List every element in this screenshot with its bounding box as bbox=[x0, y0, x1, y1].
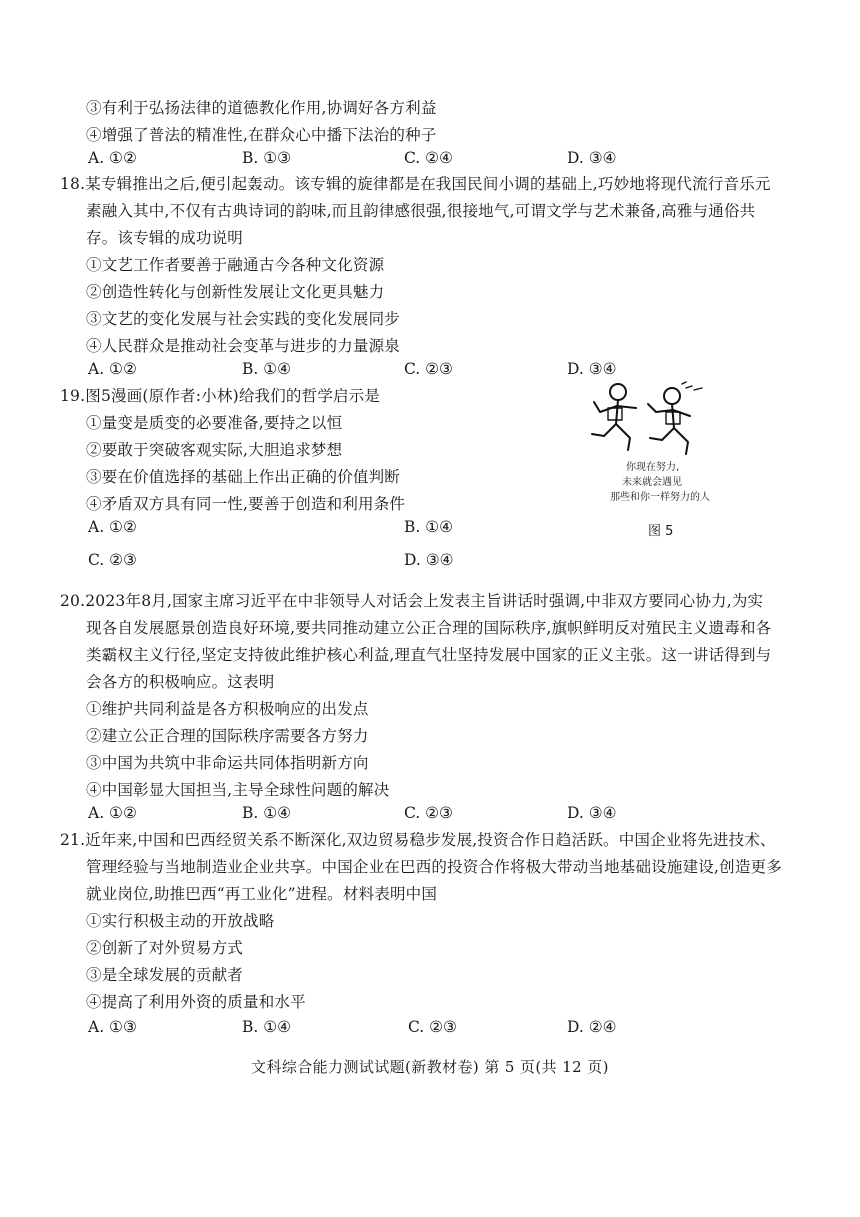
q21-option-b: B. ①④ bbox=[242, 1018, 292, 1036]
q18-option-c: C. ②③ bbox=[404, 360, 453, 378]
q17-option-b: B. ①③ bbox=[242, 149, 292, 167]
q19-statement-4: ④矛盾双方具有同一性,要善于创造和利用条件 bbox=[86, 495, 406, 513]
q20-statement-4: ④中国彰显大国担当,主导全球性问题的解决 bbox=[86, 781, 390, 799]
q21-stem-line-3: 就业岗位,助推巴西“再工业化”进程。材料表明中国 bbox=[86, 885, 438, 903]
q17-option-c: C. ②④ bbox=[404, 149, 453, 167]
q17-statement-3: ③有利于弘扬法律的道德教化作用,协调好各方利益 bbox=[86, 99, 437, 117]
q20-statement-3: ③中国为共筑中非命运共同体指明新方向 bbox=[86, 754, 369, 772]
q19-stem-line-1: 19.图5漫画(原作者:小林)给我们的哲学启示是 bbox=[60, 387, 381, 405]
q20-option-d: D. ③④ bbox=[567, 804, 617, 822]
q18-option-d: D. ③④ bbox=[567, 360, 617, 378]
q17-option-a: A. ①② bbox=[88, 149, 137, 167]
q21-option-a: A. ①③ bbox=[88, 1018, 137, 1036]
q21-option-d: D. ②④ bbox=[567, 1018, 617, 1036]
q21-statement-2: ②创新了对外贸易方式 bbox=[86, 939, 244, 957]
q20-stem-line-3: 类霸权主义行径,坚定支持彼此维护核心利益,理直气壮坚持发展中国家的正义主张。这一讲话得到与 bbox=[86, 646, 772, 664]
q18-option-a: A. ①② bbox=[88, 360, 137, 378]
figure-label: 图 5 bbox=[648, 524, 674, 539]
q21-statement-3: ③是全球发展的贡献者 bbox=[86, 966, 244, 984]
q19-statement-1: ①量变是质变的必要准备,要持之以恒 bbox=[86, 414, 343, 432]
q18-stem-line-1: 18.某专辑推出之后,便引起轰动。该专辑的旋律都是在我国民间小调的基础上,巧妙地将现代流行音乐元 bbox=[60, 175, 771, 193]
figure-caption-line-2: 未来就会遇见 bbox=[622, 477, 682, 488]
q19-option-a: A. ①② bbox=[88, 518, 137, 536]
q18-stem-line-3: 存。该专辑的成功说明 bbox=[86, 229, 244, 247]
q19-statement-3: ③要在价值选择的基础上作出正确的价值判断 bbox=[86, 468, 401, 486]
q20-stem-line-1: 20.2023年8月,国家主席习近平在中非领导人对话会上发表主旨讲话时强调,中非双方要同心协力,为实 bbox=[60, 592, 764, 610]
q20-stem-line-4: 会各方的积极响应。这表明 bbox=[86, 673, 275, 691]
q21-statement-4: ④提高了利用外资的质量和水平 bbox=[86, 993, 306, 1011]
q20-option-c: C. ②③ bbox=[404, 804, 453, 822]
q20-statement-2: ②建立公正合理的国际秩序需要各方努力 bbox=[86, 727, 369, 745]
q20-option-a: A. ①② bbox=[88, 804, 137, 822]
q21-option-c: C. ②③ bbox=[408, 1018, 457, 1036]
q19-option-d: D. ③④ bbox=[404, 551, 454, 569]
q20-stem-line-2: 现各自发展愿景创造良好环境,要共同推动建立公正合理的国际秩序,旗帜鲜明反对殖民主义遗毒和各 bbox=[86, 619, 772, 637]
q18-statement-2: ②创造性转化与创新性发展让文化更具魅力 bbox=[86, 283, 385, 301]
q18-statement-3: ③文艺的变化发展与社会实践的变化发展同步 bbox=[86, 310, 401, 328]
q19-statement-2: ②要敢于突破客观实际,大胆追求梦想 bbox=[86, 441, 343, 459]
q19-option-c: C. ②③ bbox=[88, 551, 137, 569]
q20-option-b: B. ①④ bbox=[242, 804, 292, 822]
q21-stem-line-2: 管理经验与当地制造业企业共享。中国企业在巴西的投资合作将极大带动当地基础设施建设,创造更多 bbox=[86, 858, 782, 876]
page-footer: 文科综合能力测试试题(新教材卷) 第 5 页(共 12 页) bbox=[251, 1058, 609, 1076]
q18-option-b: B. ①④ bbox=[242, 360, 292, 378]
figure-caption-line-3: 那些和你一样努力的人 bbox=[610, 492, 710, 503]
q21-statement-1: ①实行积极主动的开放战略 bbox=[86, 912, 275, 930]
q18-statement-1: ①文艺工作者要善于融通古今各种文化资源 bbox=[86, 256, 385, 274]
q21-stem-line-1: 21.近年来,中国和巴西经贸关系不断深化,双边贸易稳步发展,投资合作日趋活跃。中国企业将先进技术、 bbox=[60, 831, 776, 849]
q17-statement-4: ④增强了普法的精准性,在群众心中播下法治的种子 bbox=[86, 126, 437, 144]
q19-option-b: B. ①④ bbox=[404, 518, 454, 536]
q18-stem-line-2: 素融入其中,不仅有古典诗词的韵味,而且韵律感很强,很接地气,可谓文学与艺术兼备,高雅与通俗共 bbox=[86, 202, 756, 220]
figure-caption-line-1: 你现在努力, bbox=[626, 462, 680, 473]
q18-statement-4: ④人民群众是推动社会变革与进步的力量源泉 bbox=[86, 337, 401, 355]
q20-statement-1: ①维护共同利益是各方积极响应的出发点 bbox=[86, 700, 369, 718]
q17-option-d: D. ③④ bbox=[567, 149, 617, 167]
